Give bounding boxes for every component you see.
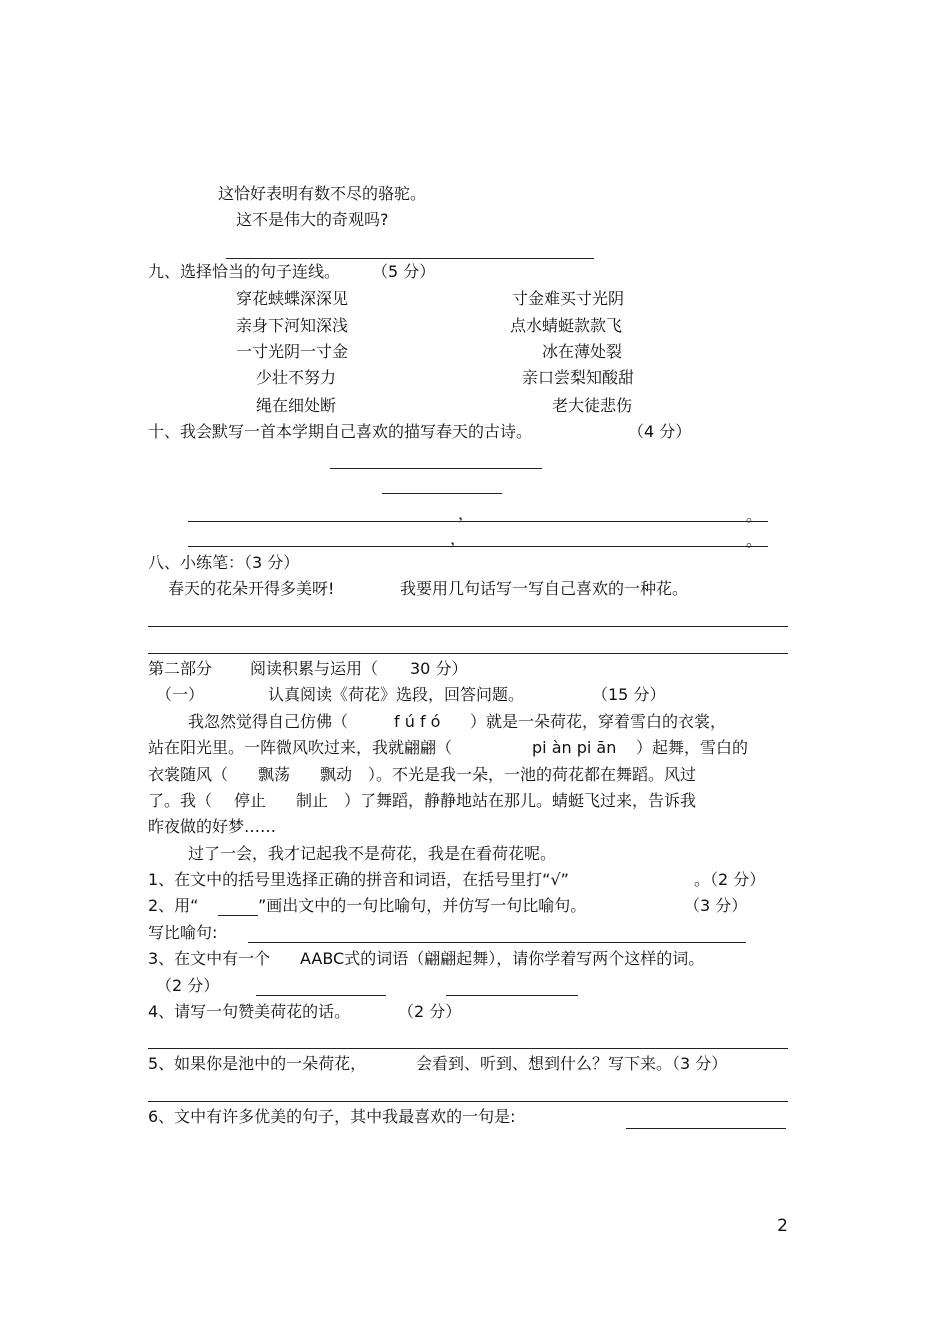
underline-sample: [218, 915, 258, 916]
question-3: 3、在文中有一个: [148, 949, 271, 968]
answer-line: [256, 995, 386, 996]
part-score: 30 分）: [410, 659, 468, 678]
question-2-answer-label: 写比喻句:: [148, 923, 218, 942]
subsection-title: 认真阅读《荷花》选段，回答问题。: [268, 685, 525, 704]
part-title: 阅读积累与运用（: [250, 659, 379, 678]
word-option: 飘荡: [258, 765, 291, 784]
answer-line: [626, 1128, 786, 1129]
question-2: 2、用“: [148, 896, 199, 915]
match-left-item: 穿花蛱蝶深深见: [236, 289, 349, 308]
passage-text: ）了舞蹈，静静地站在那儿。蜻蜓飞过来，告诉我: [344, 791, 697, 810]
section-title: 九、选择恰当的句子连线。: [148, 262, 341, 281]
question-3-score: （2 分）: [156, 976, 220, 995]
answer-line: [226, 258, 594, 259]
writing-prompt: 春天的花朵开得多美呀!: [168, 579, 335, 598]
poem-line: 这恰好表明有数不尽的骆驼。: [218, 184, 427, 203]
pinyin-option: f ú f ó: [394, 712, 441, 731]
match-left-item: 一寸光阴一寸金: [236, 342, 349, 361]
score: （5 分）: [372, 262, 436, 281]
passage-text: 过了一会，我才记起我不是荷花，我是在看荷花呢。: [188, 844, 557, 863]
comma: ，: [450, 529, 467, 548]
answer-line: [148, 653, 788, 654]
question-1-score: 。（2 分）: [694, 870, 766, 889]
comma: ，: [458, 504, 475, 523]
section-title: 八、小练笔：（3 分）: [148, 553, 300, 572]
match-right-item: 点水蜻蜓款款飞: [510, 316, 623, 335]
period: 。: [746, 506, 763, 525]
score: （4 分）: [628, 422, 692, 441]
match-left-item: 少壮不努力: [256, 368, 337, 387]
word-option: 停止: [234, 791, 267, 810]
answer-line: [148, 1048, 788, 1049]
poem-title-line: [330, 468, 542, 469]
answer-line: [148, 1101, 788, 1102]
question-6: 6、文中有许多优美的句子，其中我最喜欢的一句是:: [148, 1107, 516, 1126]
passage-text: 昨夜做的好梦……: [148, 817, 277, 836]
question-4-score: （2 分）: [398, 1002, 462, 1021]
poem-answer-line: [188, 521, 768, 522]
question-2-text: ”画出文中的一句比喻句，并仿写一句比喻句。: [258, 896, 587, 915]
passage-text: 站在阳光里。一阵微风吹过来，我就翩翩（: [148, 738, 453, 757]
subsection-score: （15 分）: [592, 685, 666, 704]
match-right-item: 老大徒悲伤: [552, 396, 633, 415]
passage-text: 了。我（: [148, 791, 213, 810]
poem-answer-line: [188, 546, 768, 547]
match-right-item: 冰在薄处裂: [542, 342, 623, 361]
question-4: 4、请写一句赞美荷花的话。: [148, 1002, 351, 1021]
subsection-number: （一）: [156, 685, 205, 704]
question-3-text: AABC式的词语（翩翩起舞），请你学着写两个这样的词。: [300, 949, 705, 968]
poem-author-line: [382, 493, 502, 494]
match-left-item: 亲身下河知深浅: [236, 316, 349, 335]
page-number: 2: [777, 1216, 788, 1236]
passage-text: 衣裳随风（: [148, 765, 229, 784]
match-left-item: 绳在细处断: [256, 396, 337, 415]
pinyin-option: pi àn pi ān: [532, 738, 617, 757]
section-title: 十、我会默写一首本学期自己喜欢的描写春天的古诗。: [148, 422, 533, 441]
question-5: 5、如果你是池中的一朵荷花，: [148, 1054, 367, 1073]
passage-text: ）就是一朵荷花，穿着雪白的衣裳，: [470, 712, 727, 731]
writing-task: 我要用几句话写一写自己喜欢的一种花。: [400, 579, 689, 598]
passage-text: ）。不光是我一朵，一池的荷花都在舞蹈。风过: [368, 765, 697, 784]
match-right-item: 亲口尝梨知酸甜: [522, 368, 635, 387]
answer-line: [148, 626, 788, 627]
period: 。: [746, 531, 763, 550]
question-2-score: （3 分）: [684, 896, 748, 915]
poem-line: 这不是伟大的奇观吗?: [236, 210, 389, 229]
answer-line: [446, 995, 578, 996]
match-right-item: 寸金难买寸光阴: [512, 289, 625, 308]
answer-line: [248, 942, 746, 943]
question-5-text: 会看到、听到、想到什么？写下来。（3 分）: [416, 1054, 728, 1073]
passage-text: 我忽然觉得自己仿佛（: [188, 712, 349, 731]
word-option: 飘动: [320, 765, 353, 784]
passage-text: ）起舞，雪白的: [636, 738, 749, 757]
word-option: 制止: [296, 791, 329, 810]
question-1: 1、在文中的括号里选择正确的拼音和词语，在括号里打“√”: [148, 870, 569, 889]
part-heading: 第二部分: [148, 659, 213, 678]
